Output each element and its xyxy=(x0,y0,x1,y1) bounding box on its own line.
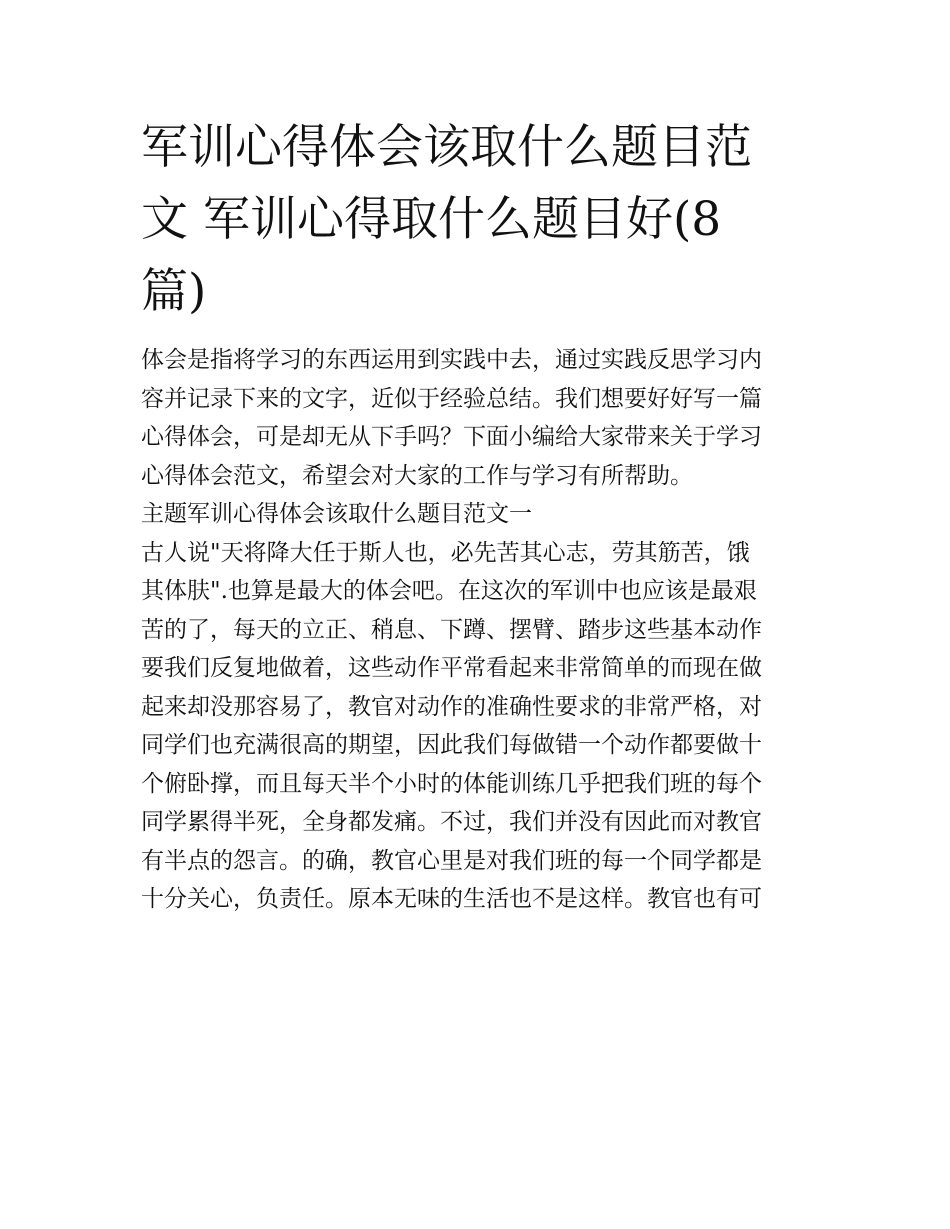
title-line: 军训心得体会该取什么题目范 xyxy=(141,120,752,175)
intro-line: 心得体会范文，希望会对大家的工作与学习有所帮助。 xyxy=(141,462,693,489)
section-heading-text: 主题军训心得体会该取什么题目范文一 xyxy=(141,501,532,527)
intro-line: 体会是指将学习的东西运用到实践中去，通过实践反思学习内 xyxy=(141,347,762,373)
intro-line: 容并记录下来的文字，近似于经验总结。我们想要好好写一篇 xyxy=(141,385,762,412)
title-line: 文 军训心得取什么题目好(8 xyxy=(141,192,722,247)
body-line: 其体肤".也算是最大的体会吧。在这次的军训中也应该是最艰 xyxy=(141,578,757,604)
body-line: 个俯卧撑，而且每天半个小时的体能训练几乎把我们班的每个 xyxy=(141,770,762,797)
title-line: 篇) xyxy=(141,264,207,319)
body-line: 起来却没那容易了，教官对动作的准确性要求的非常严格，对 xyxy=(141,693,762,720)
document-content xyxy=(141,112,813,919)
body-line: 要我们反复地做着，这些动作平常看起来非常简单的而现在做 xyxy=(141,655,762,681)
intro-paragraph xyxy=(141,341,813,495)
body-line: 有半点的怨言。的确，教官心里是对我们班的每一个同学都是 xyxy=(141,847,762,874)
body-line: 古人说"天将降大任于斯人也，必先苦其心志，劳其筋苦，饿 xyxy=(141,539,750,566)
body-line: 同学累得半死，全身都发痛。不过，我们并没有因此而对教官 xyxy=(141,809,762,835)
body-line: 苦的了，每天的立正、稍息、下蹲、摆臂、踏步这些基本动作 xyxy=(141,616,762,643)
section-heading xyxy=(141,495,813,534)
body-line: 同学们也充满很高的期望，因此我们每做错一个动作都要做十 xyxy=(141,732,762,758)
body-line: 十分关心，负责任。原本无味的生活也不是这样。教官也有可 xyxy=(141,886,762,912)
document-title xyxy=(141,112,813,328)
intro-line: 心得体会，可是却无从下手吗？下面小编给大家带来关于学习 xyxy=(141,424,762,450)
body-paragraph xyxy=(141,534,813,919)
